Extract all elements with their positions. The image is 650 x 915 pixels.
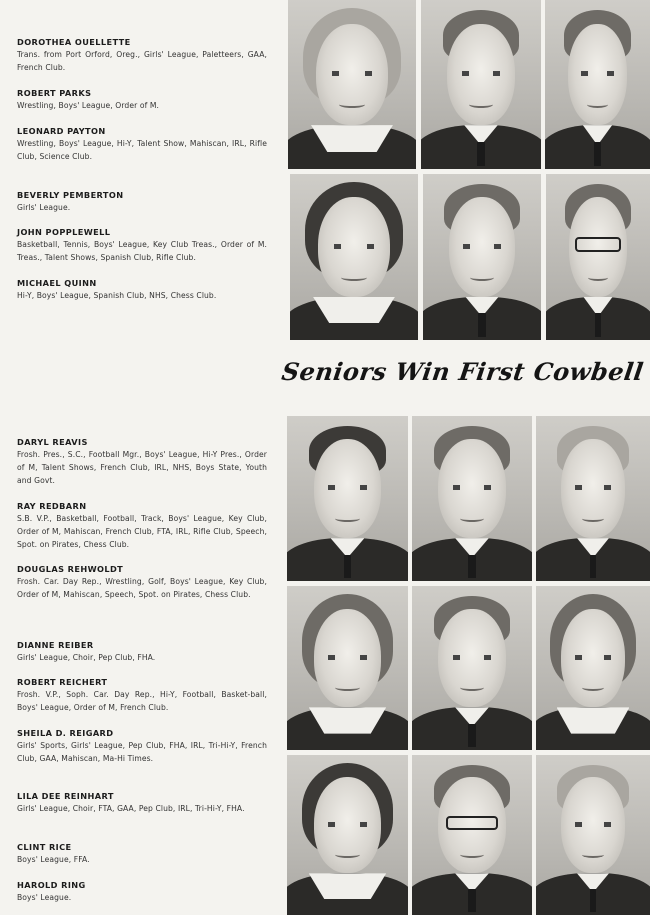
portrait-photo xyxy=(287,755,408,915)
student-activities: Girls' League, Choir, FTA, GAA, Pep Club, IRL, Tri-Hi-Y, FHA. xyxy=(17,804,245,813)
student-activities: S.B. V.P., Basketball, Football, Track, Boys' League, Key Club, Order of M, Mahiscan, French Club, FTA, IRL, Rifle Club, Speech, Spot. on Pirates, Chess Club. xyxy=(17,514,267,549)
student-name: HAROLD RING xyxy=(17,880,86,890)
portrait-photo xyxy=(423,174,541,340)
portrait-photo xyxy=(287,586,408,750)
portrait-photo xyxy=(412,416,532,581)
portrait-photo xyxy=(545,0,650,169)
student-activities: Basketball, Tennis, Boys' League, Key Club Treas., Order of M. Treas., Talent Shows, Spanish Club, Rifle Club. xyxy=(17,240,267,262)
student-activities: Frosh. V.P., Soph. Car. Day Rep., Hi-Y, Football, Basket-ball, Boys' League, Order of M, French Club. xyxy=(17,690,267,712)
student-name: ROBERT REICHERT xyxy=(17,677,108,687)
student-entry xyxy=(17,37,267,74)
student-name: DOUGLAS REHWOLDT xyxy=(17,564,124,574)
portrait-photo xyxy=(287,416,408,581)
student-name: ROBERT PARKS xyxy=(17,88,92,98)
student-entry xyxy=(17,227,267,264)
student-activities: Girls' League, Choir, Pep Club, FHA. xyxy=(17,653,156,662)
student-name: DIANNE REIBER xyxy=(17,640,94,650)
student-activities: Wrestling, Boys' League, Hi-Y, Talent Show, Mahiscan, IRL, Rifle Club, Science Club. xyxy=(17,139,267,161)
student-entry xyxy=(17,190,267,214)
student-name: SHEILA D. REIGARD xyxy=(17,728,114,738)
student-entry xyxy=(17,437,267,487)
student-activities: Hi-Y, Boys' League, Spanish Club, NHS, Chess Club. xyxy=(17,291,217,300)
portrait-photo xyxy=(412,586,532,750)
student-entry xyxy=(17,791,267,815)
portrait-photo xyxy=(290,174,418,340)
student-entry xyxy=(17,278,267,302)
portrait-photo xyxy=(412,755,532,915)
student-activities: Wrestling, Boys' League, Order of M. xyxy=(17,101,160,110)
student-entry xyxy=(17,728,267,765)
student-activities: Frosh. Car. Day Rep., Wrestling, Golf, Boys' League, Key Club, Order of M, Mahiscan, Speech, Spot. on Pirates, Chess Club. xyxy=(17,577,267,599)
student-name: JOHN POPPLEWELL xyxy=(17,227,111,237)
student-name: LILA DEE REINHART xyxy=(17,791,114,801)
portrait-photo xyxy=(421,0,541,169)
portrait-photo xyxy=(536,586,650,750)
student-name: LEONARD PAYTON xyxy=(17,126,106,136)
portrait-photo xyxy=(288,0,416,169)
student-name: BEVERLY PEMBERTON xyxy=(17,190,124,200)
student-name: MICHAEL QUINN xyxy=(17,278,97,288)
student-name: DARYL REAVIS xyxy=(17,437,88,447)
portrait-photo xyxy=(546,174,650,340)
student-name: CLINT RICE xyxy=(17,842,72,852)
student-entry xyxy=(17,126,267,163)
student-activities: Boys' League, FFA. xyxy=(17,855,90,864)
student-activities: Girls' Sports, Girls' League, Pep Club, FHA, IRL, Tri-Hi-Y, French Club, GAA, Mahiscan, Ma-Hi Times. xyxy=(17,741,267,763)
portrait-photo xyxy=(536,755,650,915)
student-name: DOROTHEA OUELLETTE xyxy=(17,37,131,47)
student-entry xyxy=(17,640,267,664)
student-entry xyxy=(17,677,267,714)
portrait-photo xyxy=(536,416,650,581)
student-entry xyxy=(17,501,267,551)
student-entry xyxy=(17,88,267,112)
student-entry xyxy=(17,880,267,904)
section-heading: Seniors Win First Cowbell xyxy=(279,357,646,386)
student-activities: Girls' League. xyxy=(17,203,71,212)
student-entry xyxy=(17,564,267,601)
student-activities: Trans. from Port Orford, Oreg., Girls' League, Paletteers, GAA, French Club. xyxy=(17,50,267,72)
student-activities: Frosh. Pres., S.C., Football Mgr., Boys' League, Hi-Y Pres., Order of M, Talent Shows, French Club, IRL, NHS, Boys State, Youth and Govt. xyxy=(17,450,267,485)
student-entry xyxy=(17,842,267,866)
student-name: RAY REDBARN xyxy=(17,501,87,511)
student-activities: Boys' League. xyxy=(17,893,72,902)
